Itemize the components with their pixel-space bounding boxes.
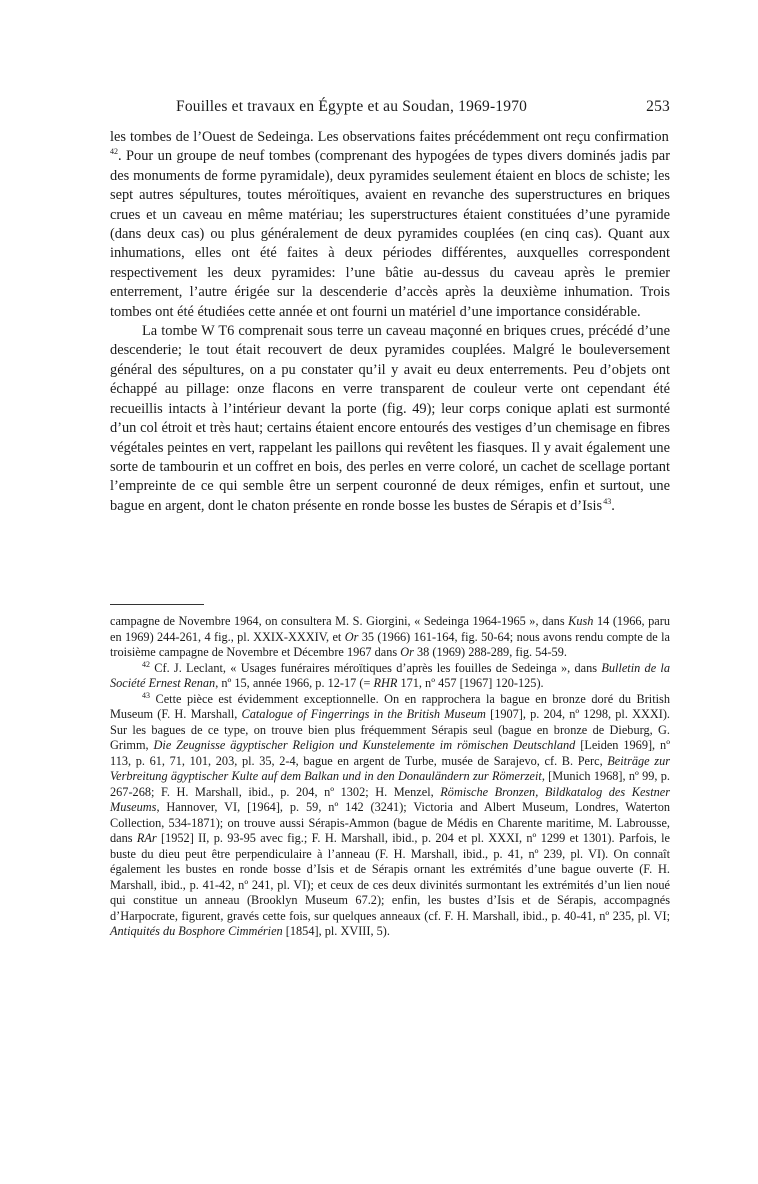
footnote-ref-42: 42: [110, 147, 118, 157]
footnote-continued: campagne de Novembre 1964, on consultera M. S. Giorgini, « Sedeinga 1964-1965 », dans Kush 14 (1966, paru en 1969) 244-261, 4 fig., pl. XXIX-XXXIV, et Or 35 (1966) 161-164, fig. 50-64; nous avons rendu compte de la troisième campagne de Novembre et Décembre 1967 dans Or 38 (1969) 288-289, fig. 54-59.: [110, 614, 671, 659]
page-header: [110, 98, 670, 118]
page-number: 253: [646, 98, 670, 115]
footnotes: [110, 614, 670, 940]
footnote-ref-43: 43: [603, 496, 612, 506]
paragraph-2: La tombe W T6 comprenait sous terre un caveau maçonné en briques crues, précédé d’une descenderie; le tout était recouvert de deux pyramides couplées. Malgré le bouleversement général des sépultures, on a pu constater qu’il y avait eu deux enterrements. Peu d’objets ont échappé au pillage: onze flacons en verre transparent de couleur verte ont cependant été recueillis intacts à l’intérieur devant la porte (fig. 49); leur corps conique aplati est surmonté d’un col étroit et très haut; certains étaient encore entourés des vestiges d’un chemisage en fibres végétales peintes en vert, rappelant les paillons qui revêtent les fiasques. Il y avait également une sorte de tambourin et un coffret en bois, des perles en verre coloré, un cachet de scellage portant l’empreinte de ce qui semble être un serpent couronné de deux rémiges, enfin et surtout, une bague en argent, dont le chaton présente en ronde bosse les bustes de Sérapis et d’Isis $^{43}$.: [110, 323, 670, 514]
main-text: [110, 128, 670, 516]
paragraph-1: les tombes de l’Ouest de Sedeinga. Les observations faites précédemment ont reçu confirmation $^{42}$. Pour un groupe de neuf tombes (comprenant des hypogées de types divers dominés jadis par des monuments de forme pyramidale), deux pyramides seulement étaient en blocs de schiste; les sept autres sépultures, toutes méroïtiques, avaient en revanche des superstructures en briques crues et un caveau en même matériau; les superstructures étaient constituées d’une pyramide (dans deux cas) ou plus généralement de deux pyramides couplées (en cinq cas). Quant aux inhumations, elles ont été faites à deux périodes différentes, auxquelles correspondent respectivement les deux pyramides: l’une bâtie au-dessus du caveau après le premier enterrement, l’autre érigée sur la descenderie d’accès après la deuxième inhumation. Trois tombes ont été étudiées cette année et ont fourni un matériel d’une importance considérable.: [110, 129, 670, 320]
footnote-divider: [110, 604, 204, 605]
footnote-43: $^{43}$ Cette pièce est évidemment exceptionnelle. On en rapprochera la bague en bronze doré du British Museum (F. H. Marshall, Catalogue of Fingerrings in the British Museum [1907], p. 204, nº 1298, pl. XXXI). Sur les bagues de ce type, on trouve bien plus fréquemment Sérapis seul (bague en bronze de Dieburg, G. Grimm, Die Zeugnisse ägyptischer Religion und Kunstelemente im römischen Deutschland [Leiden 1969], nº 113, p. 61, 71, 101, 203, pl. 35, 2-4, bague en argent de Turbe, musée de Sarajevo, cf. B. Perc, Beiträge zur Verbreitung ägyptischer Kulte auf dem Balkan und in den Donauländern zur Römerzeit, [Munich 1968], nº 99, p. 267-268; F. H. Marshall, ibid., p. 204, nº 1302; H. Menzel, Römische Bronzen, Bildkatalog des Kestner Museums, Hannover, VI, [1964], p. 59, nº 142 (3241); Victoria and Albert Museum, Londres, Waterton Collection, 534-1871); on trouve aussi Sérapis-Ammon (bague de Médis en Charente maritime, M. Labrousse, dans RAr [1952] II, p. 93-95 avec fig.; F. H. Marshall, ibid., p. 204 et pl. XXXI, nº 1299 et 1301). Parfois, le buste du dieu peut être perpendiculaire à l’anneau (F. H. Marshall, ibid., p. 41, nº 239, pl. VI). On connaît également les bustes en ronde bosse d’Isis et de Sérapis ornant les extrémités d’une bague ouverte (F. H. Marshall, ibid., p. 41-42, nº 241, pl. VI); et ceux de ces deux divinités surmontant les extrémités d’un lien noué qui constitue un anneau (Brooklyn Museum 67.2); enfin, les bustes d’Isis et de Sérapis, accompagnés d’Harpocrate, figurent, gravés cette fois, sur quelques anneaux (cf. F. H. Marshall, ibid., p. 40-41, nº 235, pl. VI; Antiquités du Bosphore Cimmérien [1854], pl. XVIII, 5).: [110, 690, 671, 938]
running-title: Fouilles et travaux en Égypte et au Soudan, 1969-1970: [176, 98, 528, 115]
footnote-42: $^{42}$ Cf. J. Leclant, « Usages funéraires méroïtiques d’après les fouilles de Sedeinga », dans Bulletin de la Société Ernest Renan, nº 15, année 1966, p. 12-17 (= RHR 171, nº 457 [1967] 120-125).: [110, 659, 670, 690]
